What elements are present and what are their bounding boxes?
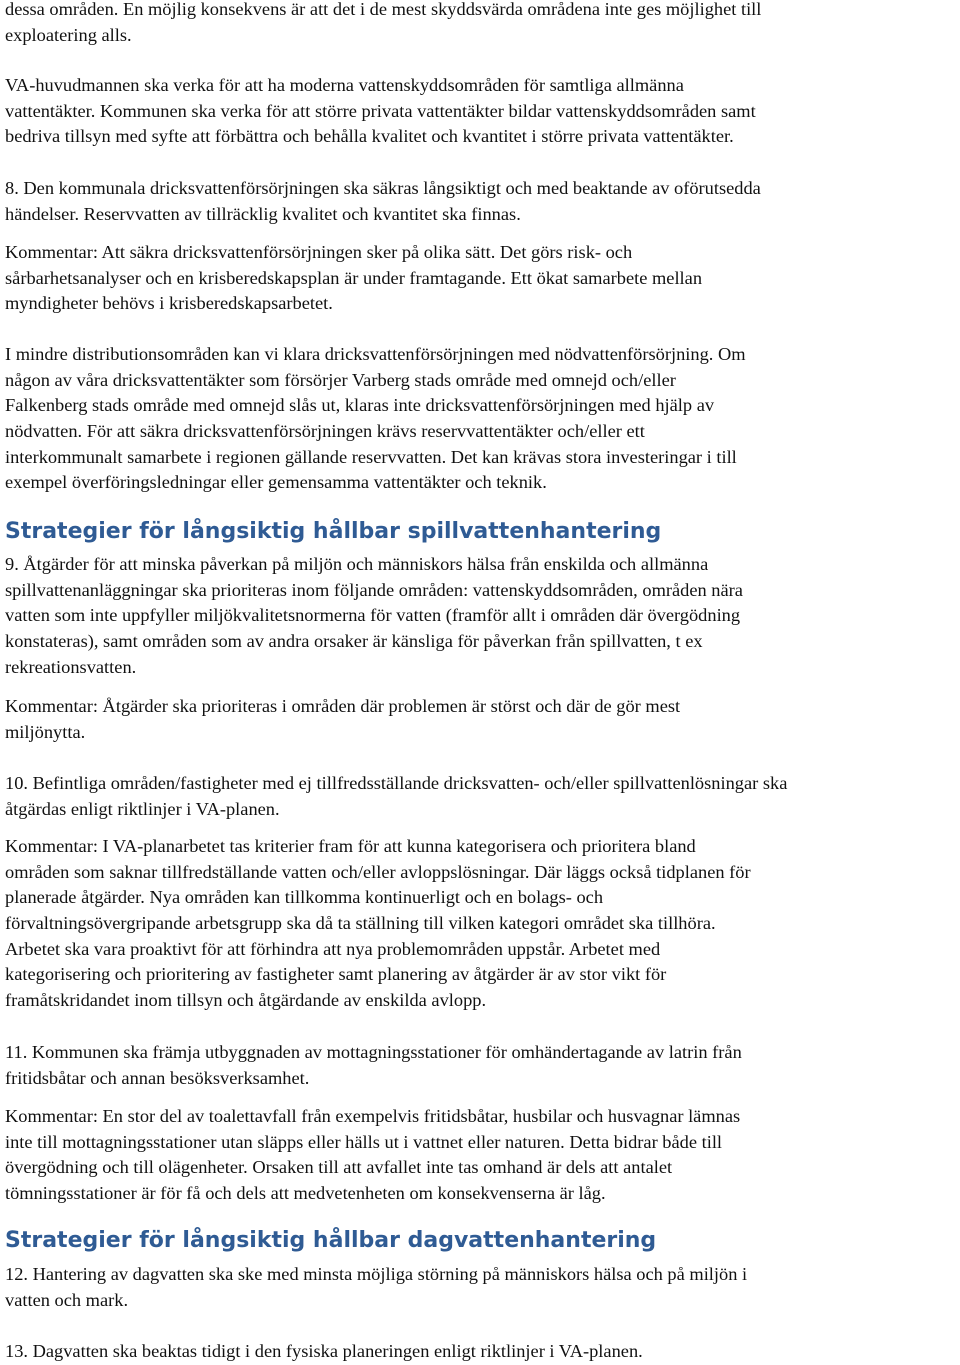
strategy-11 [5, 1040, 958, 1091]
text-line: tömningsstationer är för få och dels att medvetenheten om konsekvenserna är låg. [5, 1183, 606, 1204]
text-line: interkommunalt samarbete i regionen gällande reservvatten. Det kan krävas stora investeringar i till [5, 446, 737, 467]
text-line: 12. Hantering av dagvatten ska ske med minsta möjliga störning på människors hälsa och på miljön i [5, 1264, 748, 1284]
text-line: Kommentar: En stor del av toalettavfall från exempelvis fritidsbåtar, husbilar och husvagnar lämnas [5, 1106, 741, 1126]
text-line: 11. Kommunen ska främja utbyggnaden av mottagningsstationer för omhändertagande av latrin från [5, 1042, 742, 1062]
text-line: VA-huvudmannen ska verka för att ha moderna vattenskyddsområden för samtliga allmänna [5, 75, 684, 95]
text-line: områden som saknar tillfredställande vatten och/eller avloppslösningar. Där läggs också tidplanen för [5, 861, 751, 882]
text-line: rekreationsvatten. [5, 656, 137, 677]
text-line: konstateras), samt områden som av andra orsaker är känsliga för påverkan från spillvatten, t ex [5, 631, 703, 652]
text-line: exempel överföringsledningar eller gemensamma vattentäkter och teknik. [5, 472, 547, 493]
text-line: vattentäkter. Kommunen ska verka för att större privata vattentäkter bildar vattenskyddsområden samt [5, 100, 756, 121]
text-line: planerade åtgärder. Nya områden kan tillkomma kontinuerligt och en bolags- och [5, 887, 604, 908]
comment-10 [5, 834, 958, 1014]
paragraph-intro-continuation [5, 0, 958, 48]
strategy-13 [5, 1339, 958, 1365]
text-line: kategorisering och prioritering av fastigheter samt planering av åtgärder är av stor vikt för [5, 964, 667, 985]
text-line: I mindre distributionsområden kan vi klara dricksvattenförsörjningen med nödvattenförsörjning. Om [5, 344, 746, 364]
text-line: Arbetet ska vara proaktivt för att förhindra att nya problemområden uppstår. Arbetet med [5, 938, 661, 959]
section-heading-spillvatten: Strategier för långsiktig hållbar spillvattenhantering [5, 519, 662, 544]
text-line: någon av våra dricksvattentäkter som försörjer Varberg stads område med omnejd och/eller [5, 369, 676, 390]
comment-9 [5, 694, 958, 745]
text-line: fritidsbåtar och annan besöksverksamhet. [5, 1067, 310, 1088]
text-line: miljönytta. [5, 721, 86, 742]
text-line: Kommentar: Att säkra dricksvattenförsörjningen sker på olika sätt. Det görs risk- och [5, 242, 633, 262]
text-line: förvaltningsövergripande arbetsgrupp ska då ta ställning till vilken kategori området ska tillhöra. [5, 913, 716, 934]
text-line: Kommentar: I VA-planarbetet tas kriterier fram för att kunna kategorisera och prioritera bland [5, 836, 696, 856]
paragraph-distribution [5, 342, 958, 496]
text-line: 8. Den kommunala dricksvattenförsörjningen ska säkras långsiktigt och med beaktande av oförutsedda [5, 178, 761, 198]
text-line: övergödning och till olägenheter. Orsaken till att avfallet inte tas omhand är dels att antalet [5, 1157, 673, 1178]
text-line: 10. Befintliga områden/fastigheter med ej tillfredsställande dricksvatten- och/eller spillvattenlösningar ska [5, 773, 788, 793]
text-line: framåtskridandet inom tillsyn och åtgärdande av enskilda avlopp. [5, 990, 487, 1011]
text-line: myndigheter behövs i krisberedskapsarbetet. [5, 293, 333, 314]
text-line: bedriva tillsyn med syfte att förbättra och behålla kvalitet och kvantitet i större privata vattentäkter. [5, 126, 734, 147]
text-line: vatten och mark. [5, 1289, 129, 1310]
text-line: dessa områden. En möjlig konsekvens är att det i de mest skyddsvärda områdena inte ges möjlighet till [5, 0, 762, 19]
section-heading-dagvatten: Strategier för långsiktig hållbar dagvattenhantering [5, 1228, 657, 1253]
strategy-8 [5, 176, 958, 227]
text-line: 9. Åtgärder för att minska påverkan på miljön och människors hälsa från enskilda och allmänna [5, 554, 709, 574]
text-line: inte till mottagningsstationer utan släpps eller hälls ut i vattnet eller naturen. Detta bidrar både till [5, 1131, 723, 1152]
text-line: händelser. Reservvatten av tillräcklig kvalitet och kvantitet ska finnas. [5, 203, 521, 224]
text-line: nödvatten. För att säkra dricksvattenförsörjningen krävs reservvattentäkter och/eller ett [5, 421, 645, 442]
strategy-12 [5, 1262, 958, 1313]
text-line: exploatering alls. [5, 24, 132, 45]
strategy-9 [5, 552, 958, 680]
paragraph-vattenskyddsomraden [5, 73, 958, 150]
text-line: åtgärdas enligt riktlinjer i VA-planen. [5, 798, 280, 819]
text-line: spillvattenanläggningar ska prioriteras inom följande områden: vattenskyddsområden, områden nära [5, 579, 743, 600]
text-line: Kommentar: Åtgärder ska prioriteras i områden där problemen är störst och där de gör mest [5, 696, 681, 716]
strategy-10 [5, 771, 958, 822]
text-line: 13. Dagvatten ska beaktas tidigt i den fysiska planeringen enligt riktlinjer i VA-planen. [5, 1341, 643, 1361]
text-line: sårbarhetsanalyser och en krisberedskapsplan är under framtagande. Ett ökat samarbete mellan [5, 267, 703, 288]
comment-8 [5, 240, 958, 317]
text-line: Falkenberg stads område med omnejd slås ut, klaras inte dricksvattenförsörjningen med hjälp av [5, 395, 715, 416]
comment-11 [5, 1104, 958, 1207]
text-line: vatten som inte uppfyller miljökvalitetsnormerna för vatten (framför allt i områden där övergödning [5, 605, 741, 626]
